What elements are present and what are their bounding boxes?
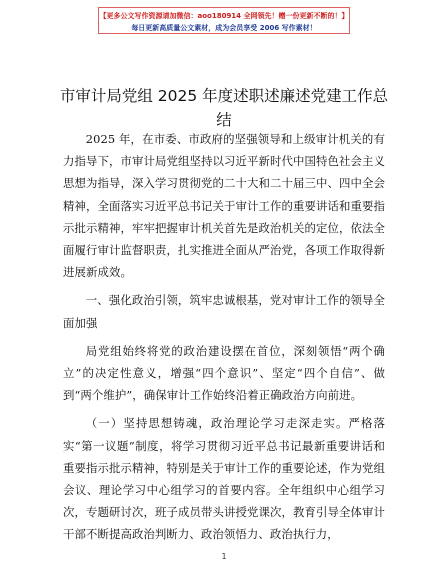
document-title: 市审计局党组 2025 年度述职述廉述党建工作总结 — [59, 87, 389, 129]
paragraph-section-1: 局党组始终将党的政治建设摆在首位，深刻领悟“两个确立”的决定性意义，增强“四个意识”、坚定“四个自信”、做到“两个维护”，确保审计工作始终沿着正确政治方向前进。 — [63, 343, 385, 403]
paragraph-intro: 2025 年，在市委、市政府的坚强领导和上级审计机关的有力指导下，市审计局党组坚持以习近平新时代中国特色社会主义思想为指导，深入学习贯彻党的二十大和二十届三中、四中全会精神，全面落实习近平总书记关于审计工作的重要讲话和重要指示批示精神，牢牢把握审计机关首先是政治机关的定位，依法全面履行审计监督职责，扎实推进全面从严治党，各项工作取得新进展新成效。 — [63, 132, 385, 280]
paragraph-subsection-1: （一）坚持思想铸魂，政治理论学习走深走实。严格落实“第一议题”制度，将学习贯彻习近平总书记最新重要讲话和重要指示批示精神，特别是关于审计工作的重要论述，作为党组会议、理论学习中心组学习的首要内容。全年组织中心组学习次，专题研讨次，班子成员带头讲授党课次，教育引导全体审计干部不断提高政治判断力、政治领悟力、政治执行力， — [63, 416, 385, 542]
banner-line-2: 每日更新高质量公文素材，成为会员享受 2006 写作素材！ — [131, 24, 317, 32]
banner-line-1: 【更多公文写作资源请加微信：aoo180914 全网领先！赠一份更新不断的！】 — [99, 12, 349, 20]
document-body — [63, 128, 385, 546]
page-number: 1 — [221, 552, 227, 561]
promo-banner — [98, 7, 350, 34]
section-heading-1: 一、强化政治引领，筑牢忠诚根基，党对审计工作的领导全面加强 — [63, 293, 385, 330]
